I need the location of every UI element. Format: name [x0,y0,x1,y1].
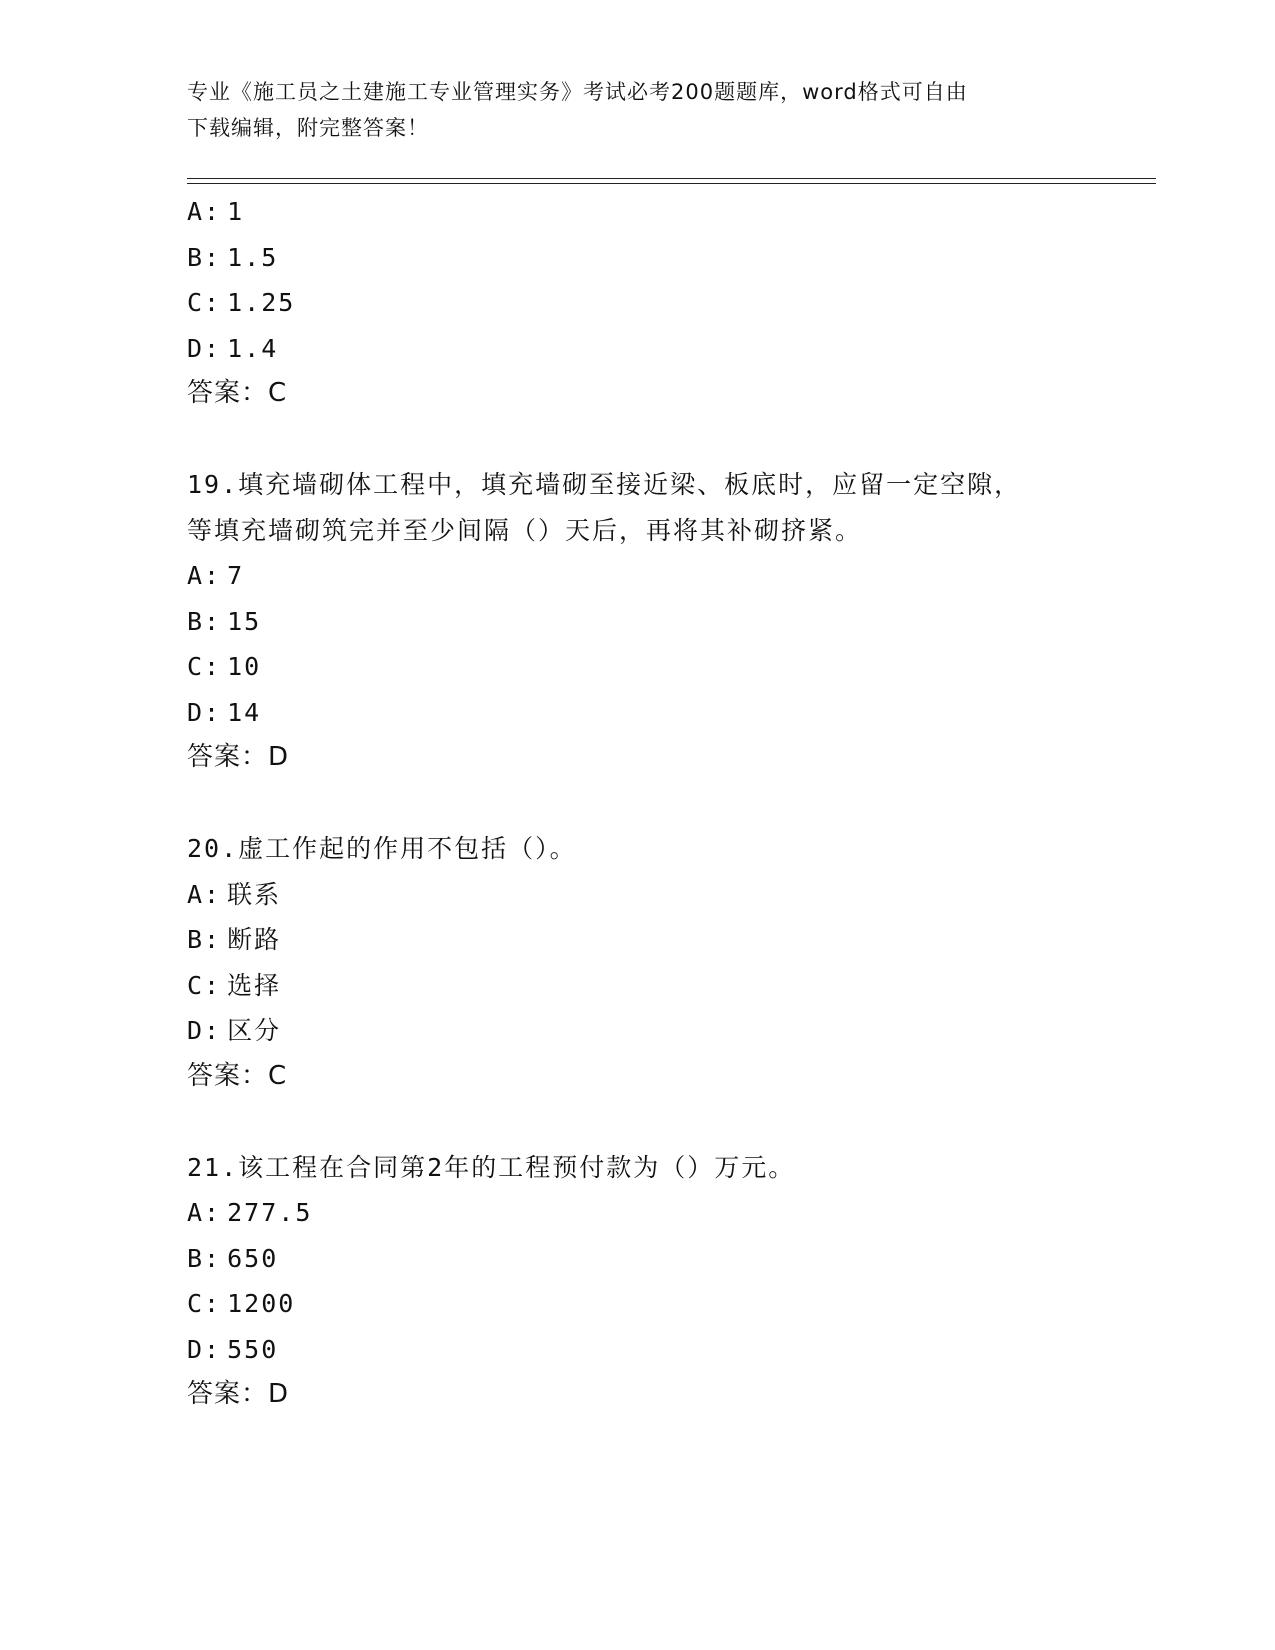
option-b: B: 断路 [187,925,282,954]
spacer [187,1099,1147,1145]
answer-line: 答案：C [187,1060,288,1091]
question-21 [187,1145,1147,1418]
answer-line: 答案：C [187,378,288,408]
question-19 [187,462,1147,781]
option-a: A: 7 [187,561,245,590]
header-divider-top [187,178,1156,179]
spacer [187,781,1147,827]
header-line-2: 下载编辑，附完整答案！ [187,116,429,140]
option-d: D: 1.4 [187,333,279,363]
option-c: C: 1.25 [187,288,296,317]
question-text-line-1: 21.该工程在合同第2年的工程预付款为（）万元。 [187,1152,796,1182]
option-c: C: 10 [187,652,262,681]
option-d: D: 14 [187,697,262,727]
question-20 [187,826,1147,1099]
option-a: A: 联系 [187,879,282,909]
option-d: D: 550 [187,1334,279,1364]
question-list [187,189,1147,1418]
option-c: C: 选择 [187,970,282,1000]
header-divider-bottom [187,183,1156,184]
option-a: A: 277.5 [187,1198,313,1227]
answer-line: 答案：D [187,742,290,772]
option-b: B: 15 [187,606,262,636]
question-18 [187,189,1147,417]
answer-line: 答案：D [187,1379,290,1409]
header-line-1: 专业《施工员之土建施工专业管理实务》考试必考200题题库，word格式可自由 [187,80,968,104]
option-b: B: 650 [187,1243,279,1273]
option-c: C: 1200 [187,1289,296,1318]
option-d: D: 区分 [187,1016,282,1045]
question-text-line-1: 20.虚工作起的作用不包括（）。 [187,834,577,863]
question-text-line-1: 19.填充墙砌体工程中，填充墙砌至接近梁、板底时，应留一定空隙， [187,470,1022,499]
document-header [187,74,1087,146]
question-text-line-2: 等填充墙砌筑完并至少间隔（）天后，再将其补砌挤紧。 [187,515,863,545]
option-b: B: 1.5 [187,242,279,272]
spacer [187,417,1147,463]
option-a: A: 1 [187,197,245,226]
